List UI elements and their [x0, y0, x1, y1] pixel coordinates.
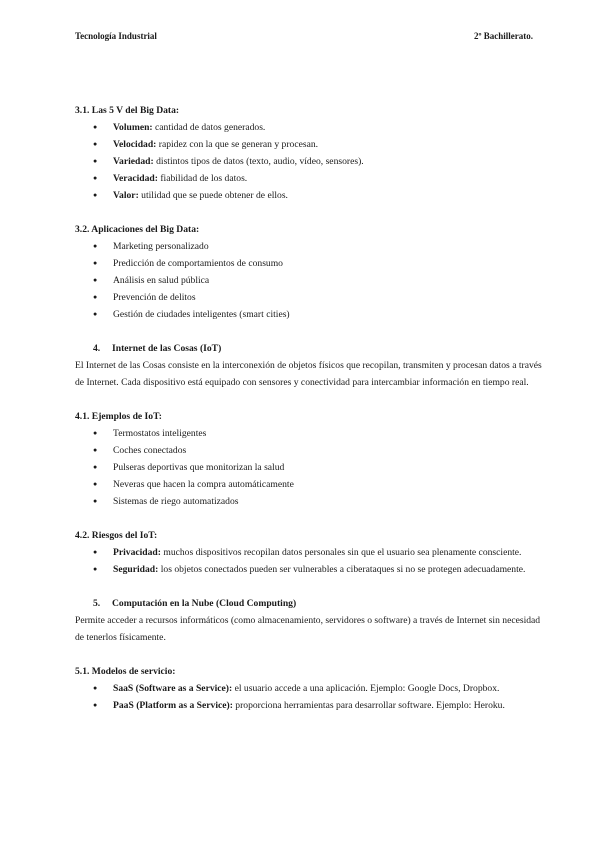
list-item: ● Gestión de ciudades inteligentes (smart cities): [75, 306, 545, 323]
list-item: ● Variedad: distintos tipos de datos (texto, audio, vídeo, sensores).: [75, 153, 545, 170]
section-heading-4: 4. Internet de las Cosas (IoT): [93, 343, 222, 354]
list-item: ● Coches conectados: [75, 442, 545, 459]
list-item: ● Análisis en salud pública: [75, 272, 545, 289]
header-right: 2º Bachillerato.: [474, 31, 533, 41]
list-item: ● Privacidad: muchos dispositivos recopilan datos personales sin que el usuario sea plenamente consciente.: [75, 544, 545, 561]
big-data-5v-list: [75, 119, 545, 204]
document-body: [75, 102, 545, 714]
paragraph-cloud: Permite acceder a recursos informáticos (como almacenamiento, servidores o software) a través de Internet sin necesidad de tenerlos físicamente.: [75, 615, 541, 643]
list-item: ● Veracidad: fiabilidad de los datos.: [75, 170, 545, 187]
list-item: ● Prevención de delitos: [75, 289, 545, 306]
iot-examples-list: [75, 425, 545, 510]
big-data-applications-list: [75, 238, 545, 323]
paragraph-iot: El Internet de las Cosas consiste en la interconexión de objetos físicos que recopilan, transmiten y procesan datos a través de Internet. Cada dispositivo está equipado con sensores y conectividad para intercambiar información en tiempo real.: [75, 360, 542, 388]
section-heading-4-2: 4.2. Riesgos del IoT:: [75, 530, 158, 541]
service-models-list: [75, 680, 545, 714]
list-item: ● Sistemas de riego automatizados: [75, 493, 545, 510]
list-item: ● Predicción de comportamientos de consumo: [75, 255, 545, 272]
section-heading-3-2: 3.2. Aplicaciones del Big Data:: [75, 224, 200, 235]
list-item: ● SaaS (Software as a Service): el usuario accede a una aplicación. Ejemplo: Google Docs, Dropbox.: [75, 680, 545, 697]
list-item: ● Volumen: cantidad de datos generados.: [75, 119, 545, 136]
list-item: ● Seguridad: los objetos conectados pueden ser vulnerables a ciberataques si no se protegen adecuadamente.: [75, 561, 545, 578]
list-item: ● Valor: utilidad que se puede obtener de ellos.: [75, 187, 545, 204]
section-heading-5: 5. Computación en la Nube (Cloud Computing): [93, 598, 297, 609]
list-item: ● PaaS (Platform as a Service): proporciona herramientas para desarrollar software. Ejemplo: Heroku.: [75, 697, 545, 714]
list-item: ● Marketing personalizado: [75, 238, 545, 255]
section-heading-3-1: 3.1. Las 5 V del Big Data:: [75, 105, 180, 116]
list-item: ● Velocidad: rapidez con la que se generan y procesan.: [75, 136, 545, 153]
section-heading-5-1: 5.1. Modelos de servicio:: [75, 666, 176, 677]
iot-risks-list: [75, 544, 545, 578]
list-item: ● Neveras que hacen la compra automáticamente: [75, 476, 545, 493]
header-left: Tecnología Industrial: [75, 31, 157, 41]
list-item: ● Termostatos inteligentes: [75, 425, 545, 442]
section-heading-4-1: 4.1. Ejemplos de IoT:: [75, 411, 162, 422]
list-item: ● Pulseras deportivas que monitorizan la salud: [75, 459, 545, 476]
